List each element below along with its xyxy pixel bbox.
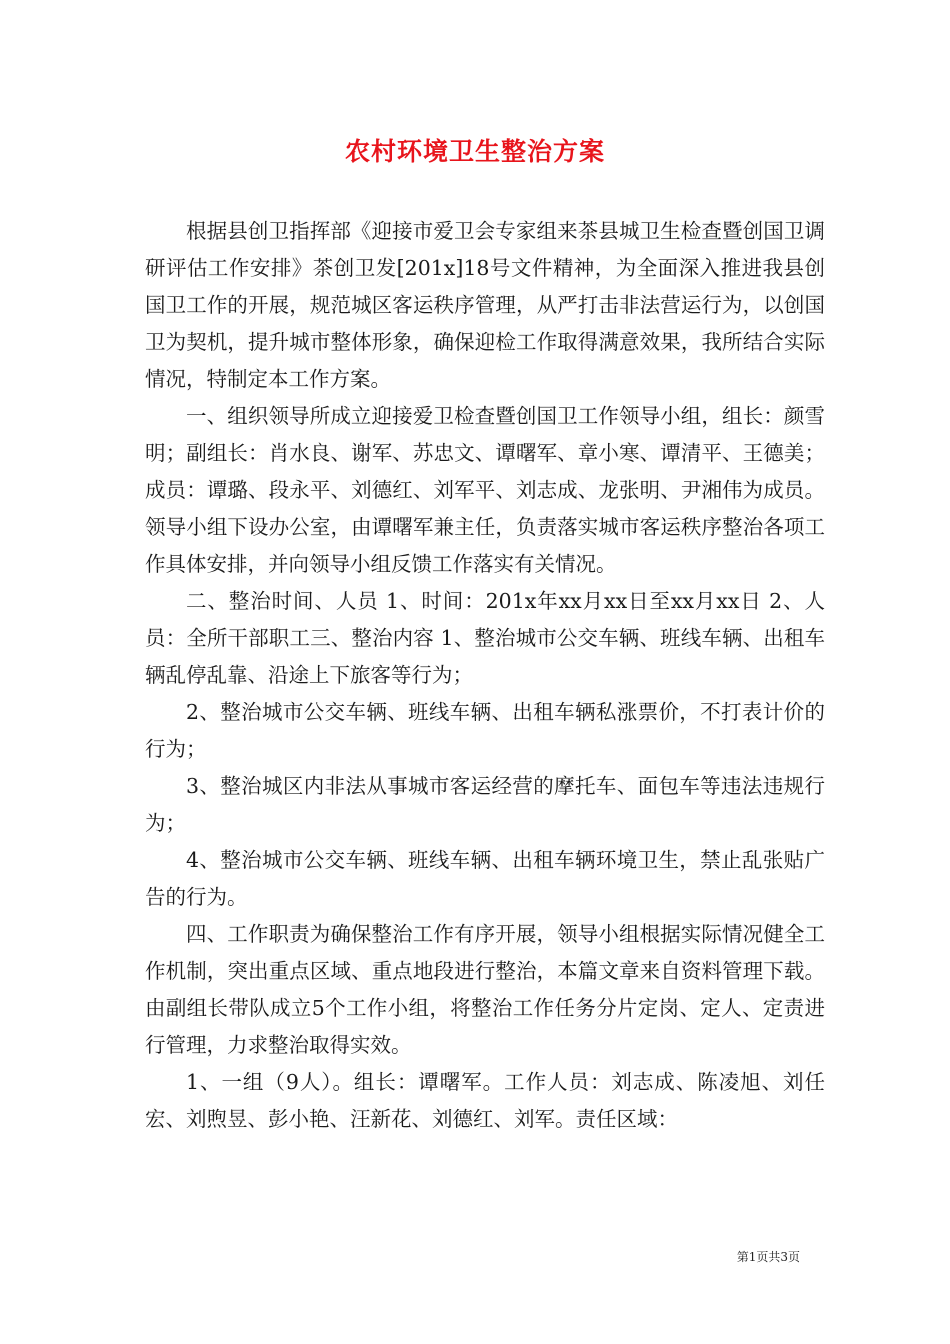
paragraph-organization: 一、组织领导所成立迎接爱卫检查暨创国卫工作领导小组，组长：颜雪明；副组长：肖水良、谢军、苏忠文、谭曙军、章小寒、谭清平、王德美；成员：谭璐、段永平、刘德红、刘军平、刘志成、龙张明、尹湘伟为成员。领导小组下设办公室，由谭曙军兼主任，负责落实城市客运秩序整治各项工作具体安排，并向领导小组反馈工作落实有关情况。 bbox=[145, 404, 825, 576]
paragraph-group-1: 1、一组（9人）。组长：谭曙军。工作人员：刘志成、陈凌旭、刘任宏、刘煦昱、彭小艳、汪新花、刘德红、刘军。责任区域： bbox=[145, 1070, 825, 1131]
paragraph-item-2: 2、整治城市公交车辆、班线车辆、出租车辆私涨票价，不打表计价的行为； bbox=[145, 700, 825, 761]
paragraph-responsibilities: 四、工作职责为确保整治工作有序开展，领导小组根据实际情况健全工作机制，突出重点区域、重点地段进行整治，本篇文章来自资料管理下载。由副组长带队成立5个工作小组，将整治工作任务分片定岗、定人、定责进行管理，力求整治取得实效。 bbox=[145, 922, 825, 1057]
document-body bbox=[145, 213, 825, 1138]
paragraph-item-4: 4、整治城市公交车辆、班线车辆、出租车辆环境卫生，禁止乱张贴广告的行为。 bbox=[145, 848, 825, 909]
page-number-label: 第1页共3页 bbox=[736, 1250, 800, 1264]
paragraph-item-3: 3、整治城区内非法从事城市客运经营的摩托车、面包车等违法违规行为； bbox=[145, 774, 825, 835]
page-number bbox=[737, 1248, 800, 1265]
document-title: 农村环境卫生整治方案 bbox=[344, 137, 605, 166]
paragraph-time-personnel: 二、整治时间、人员 1、时间：201x年xx月xx日至xx月xx日 2、人员：全所干部职工三、整治内容 1、整治城市公交车辆、班线车辆、出租车辆乱停乱靠、沿途上下旅客等行为； bbox=[145, 589, 825, 687]
paragraph-intro: 根据县创卫指挥部《迎接市爱卫会专家组来茶县城卫生检查暨创国卫调研评估工作安排》茶创卫发[201x]18号文件精神，为全面深入推进我县创国卫工作的开展，规范城区客运秩序管理，从严打击非法营运行为，以创国卫为契机，提升城市整体形象，确保迎检工作取得满意效果，我所结合实际情况，特制定本工作方案。 bbox=[145, 219, 825, 391]
